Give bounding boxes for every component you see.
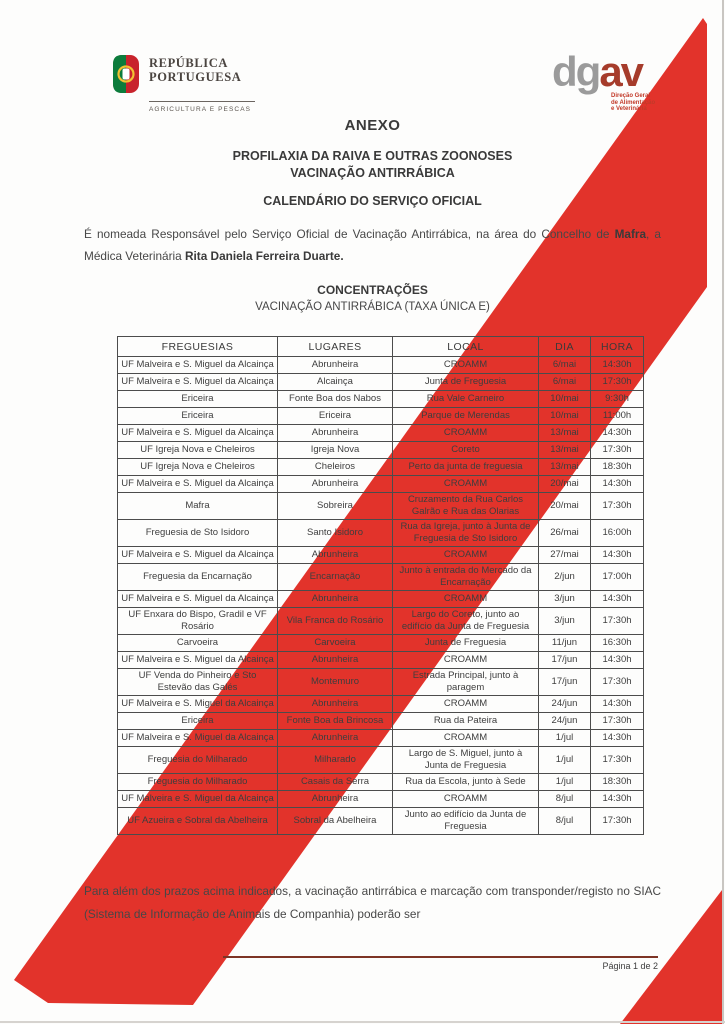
table-cell: Sobreira (278, 493, 393, 520)
table-cell: 17:30h (591, 713, 644, 730)
table-cell: Abrunheira (278, 696, 393, 713)
table-cell: 17:30h (591, 808, 644, 835)
table-row (118, 730, 644, 747)
table-cell: Abrunheira (278, 357, 393, 374)
table-cell: UF Malveira e S. Miguel da Alcainça (118, 357, 278, 374)
table-row (118, 391, 644, 408)
table-row (118, 713, 644, 730)
table-cell: 2/jun (539, 564, 591, 591)
table-cell: Carvoeira (278, 635, 393, 652)
table-cell: 17/jun (539, 652, 591, 669)
table-cell: Rua da Escola, junto à Sede (393, 774, 539, 791)
dgav-logo-subtitle (611, 93, 655, 113)
table-cell: Junto à entrada do Mercado da Encarnação (393, 564, 539, 591)
table-cell: Abrunheira (278, 730, 393, 747)
table-cell: Mafra (118, 493, 278, 520)
table-cell: 10/mai (539, 391, 591, 408)
dgav-sub-line1: Direção Geral (611, 93, 651, 99)
table-cell: 14:30h (591, 652, 644, 669)
table-cell: Montemuro (278, 669, 393, 696)
table-cell: 14:30h (591, 591, 644, 608)
table-row (118, 442, 644, 459)
table-cell: Perto da junta de freguesia (393, 459, 539, 476)
table-cell: 17:30h (591, 608, 644, 635)
intro-part1: É nomeada Responsável pelo Serviço Oficial de Vacinação Antirrábica, na área do Concelho de (84, 227, 615, 241)
table-row (118, 476, 644, 493)
table-cell: CROAMM (393, 357, 539, 374)
section-heading-concentracoes: CONCENTRAÇÕES (317, 283, 428, 297)
table-row (118, 774, 644, 791)
table-cell: Largo de S. Miguel, junto à Junta de Freguesia (393, 747, 539, 774)
table-row (118, 669, 644, 696)
gov-logo-line2: PORTUGUESA (149, 70, 242, 84)
table-cell: Rua da Pateira (393, 713, 539, 730)
table-row (118, 696, 644, 713)
table-cell: 17:30h (591, 493, 644, 520)
table-row (118, 564, 644, 591)
table-cell: Junta de Freguesia (393, 635, 539, 652)
table-cell: UF Venda do Pinheiro e Sto Estevão das Galés (118, 669, 278, 696)
column-header: LUGARES (278, 337, 393, 357)
title-prophylaxis: PROFILAXIA DA RAIVA E OUTRAS ZOONOSES (232, 149, 513, 163)
gov-logo-department: AGRICULTURA E PESCAS (149, 106, 252, 113)
table-cell: Rua Vale Carneiro (393, 391, 539, 408)
table-row (118, 459, 644, 476)
table-cell: Fonte Boa dos Nabos (278, 391, 393, 408)
table-cell: 13/mai (539, 442, 591, 459)
table-cell: 14:30h (591, 547, 644, 564)
table-row (118, 408, 644, 425)
page-number: Página 1 de 2 (602, 961, 658, 971)
table-cell: Ericeira (118, 713, 278, 730)
table-cell: 13/mai (539, 459, 591, 476)
table-cell: Junto ao edifício da Junta de Freguesia (393, 808, 539, 835)
table-row (118, 808, 644, 835)
table-cell: UF Malveira e S. Miguel da Alcainça (118, 730, 278, 747)
table-cell: UF Malveira e S. Miguel da Alcainça (118, 374, 278, 391)
table-cell: Abrunheira (278, 791, 393, 808)
annex-title: ANEXO (344, 117, 401, 134)
table-cell: 6/mai (539, 357, 591, 374)
table-cell: 20/mai (539, 476, 591, 493)
table-cell: Freguesia do Milharado (118, 774, 278, 791)
table-cell: Santo Isidoro (278, 520, 393, 547)
dgav-logo (552, 48, 664, 112)
gov-logo-divider (149, 101, 255, 102)
table-cell: Coreto (393, 442, 539, 459)
table-row (118, 747, 644, 774)
table-cell: Parque de Merendas (393, 408, 539, 425)
intro-bold-municipality: Mafra (614, 227, 647, 241)
table-cell: 10/mai (539, 408, 591, 425)
table-cell: 14:30h (591, 730, 644, 747)
table-cell: UF Azueira e Sobral da Abelheira (118, 808, 278, 835)
table-cell: 27/mai (539, 547, 591, 564)
table-row (118, 635, 644, 652)
table-row (118, 547, 644, 564)
table-cell: 20/mai (539, 493, 591, 520)
table-cell: Ericeira (118, 408, 278, 425)
table-cell: 26/mai (539, 520, 591, 547)
intro-paragraph (84, 223, 661, 267)
table-cell: UF Malveira e S. Miguel da Alcainça (118, 696, 278, 713)
table-cell: Estrada Principal, junto à paragem (393, 669, 539, 696)
table-cell: Junta de Freguesia (393, 374, 539, 391)
column-header: LOCAL (393, 337, 539, 357)
table-cell: 16:00h (591, 520, 644, 547)
footer-divider (223, 956, 658, 958)
table-row (118, 591, 644, 608)
table-cell: UF Malveira e S. Miguel da Alcainça (118, 476, 278, 493)
table-row (118, 493, 644, 520)
table-cell: Carvoeira (118, 635, 278, 652)
table-cell: Rua da Igreja, junto à Junta de Freguesia de Sto Isidoro (393, 520, 539, 547)
table-row (118, 425, 644, 442)
table-cell: 1/jul (539, 730, 591, 747)
column-header: DIA (539, 337, 591, 357)
gov-logo-text (149, 54, 241, 84)
column-header: FREGUESIAS (118, 337, 278, 357)
schedule-table-container (117, 336, 644, 835)
table-cell: 24/jun (539, 696, 591, 713)
dgav-logo-gray-part: dg (552, 48, 600, 95)
table-cell: Encarnação (278, 564, 393, 591)
table-cell: 3/jun (539, 608, 591, 635)
scan-edge-right (722, 0, 724, 1024)
dgav-logo-red-part: av (599, 48, 643, 95)
table-row (118, 374, 644, 391)
table-cell: CROAMM (393, 696, 539, 713)
table-cell: 14:30h (591, 357, 644, 374)
table-cell: 14:30h (591, 696, 644, 713)
table-cell: 14:30h (591, 791, 644, 808)
table-cell: UF Igreja Nova e Cheleiros (118, 459, 278, 476)
table-cell: Abrunheira (278, 476, 393, 493)
title-calendar: CALENDÁRIO DO SERVIÇO OFICIAL (263, 194, 482, 208)
table-cell: Freguesia da Encarnação (118, 564, 278, 591)
table-row (118, 791, 644, 808)
table-cell: CROAMM (393, 476, 539, 493)
table-cell: Fonte Boa da Brincosa (278, 713, 393, 730)
table-cell: Freguesia de Sto Isidoro (118, 520, 278, 547)
dgav-sub-line2: de Alimentação (611, 99, 656, 106)
table-cell: 3/jun (539, 591, 591, 608)
table-cell: Abrunheira (278, 591, 393, 608)
table-cell: 14:30h (591, 476, 644, 493)
table-cell: 16:30h (591, 635, 644, 652)
table-cell: Casais da Serra (278, 774, 393, 791)
table-cell: 8/jul (539, 808, 591, 835)
table-cell: Cruzamento da Rua Carlos Galrão e Rua das Olarias (393, 493, 539, 520)
table-cell: UF Igreja Nova e Cheleiros (118, 442, 278, 459)
footnote-paragraph: Para além dos prazos acima indicados, a vacinação antirrábica e marcação com transponder/registo no SIAC (Sistema de Informação de Animais de Companhia) poderão ser (84, 884, 661, 921)
table-cell: 17:30h (591, 442, 644, 459)
intro-part2: , a Médica Veterinária (84, 227, 661, 263)
table-cell: UF Enxara do Bispo, Gradil e VF Rosário (118, 608, 278, 635)
dgav-sub-line3: e Veterinária (611, 106, 647, 112)
table-cell: Milharado (278, 747, 393, 774)
table-cell: CROAMM (393, 425, 539, 442)
table-cell: Freguesia do Milharado (118, 747, 278, 774)
table-cell: CROAMM (393, 591, 539, 608)
table-cell: CROAMM (393, 652, 539, 669)
table-cell: UF Malveira e S. Miguel da Alcainça (118, 425, 278, 442)
table-cell: 17:00h (591, 564, 644, 591)
table-cell: Ericeira (278, 408, 393, 425)
table-cell: 1/jul (539, 747, 591, 774)
table-cell: Largo do Coreto, junto ao edifício da Junta de Freguesia (393, 608, 539, 635)
vaccination-schedule-table (117, 336, 644, 835)
table-cell: UF Malveira e S. Miguel da Alcainça (118, 791, 278, 808)
table-cell: 13/mai (539, 425, 591, 442)
table-cell: Sobral da Abelheira (278, 808, 393, 835)
table-cell: 11/jun (539, 635, 591, 652)
table-cell: UF Malveira e S. Miguel da Alcainça (118, 591, 278, 608)
table-cell: 17:30h (591, 747, 644, 774)
table-row (118, 520, 644, 547)
column-header: HORA (591, 337, 644, 357)
table-row (118, 608, 644, 635)
table-cell: 24/jun (539, 713, 591, 730)
table-cell: 9:30h (591, 391, 644, 408)
table-row (118, 652, 644, 669)
table-cell: 14:30h (591, 425, 644, 442)
coat-of-arms-icon (112, 54, 140, 94)
table-cell: 18:30h (591, 774, 644, 791)
table-cell: 6/mai (539, 374, 591, 391)
table-cell: CROAMM (393, 791, 539, 808)
gov-logo-line1: REPÚBLICA (149, 56, 229, 70)
table-cell: Ericeira (118, 391, 278, 408)
table-cell: 18:30h (591, 459, 644, 476)
scan-edge-bottom (0, 1021, 725, 1023)
table-cell: Igreja Nova (278, 442, 393, 459)
republica-portuguesa-logo (112, 54, 272, 113)
table-cell: CROAMM (393, 730, 539, 747)
intro-bold-veterinarian: Rita Daniela Ferreira Duarte. (184, 249, 344, 263)
table-header-row (118, 337, 644, 357)
table-cell: 1/jul (539, 774, 591, 791)
table-cell: 8/jul (539, 791, 591, 808)
table-cell: 11:00h (591, 408, 644, 425)
table-cell: 17:30h (591, 374, 644, 391)
table-cell: 17:30h (591, 669, 644, 696)
table-cell: Alcainça (278, 374, 393, 391)
table-row (118, 357, 644, 374)
table-cell: UF Malveira e S. Miguel da Alcainça (118, 652, 278, 669)
table-cell: Abrunheira (278, 425, 393, 442)
table-cell: 17/jun (539, 669, 591, 696)
table-cell: Vila Franca do Rosário (278, 608, 393, 635)
title-vaccination: VACINAÇÃO ANTIRRÁBICA (290, 166, 455, 180)
table-cell: Abrunheira (278, 547, 393, 564)
table-cell: Cheleiros (278, 459, 393, 476)
table-cell: CROAMM (393, 547, 539, 564)
section-subheading-taxa: VACINAÇÃO ANTIRRÁBICA (TAXA ÚNICA E) (255, 301, 490, 313)
table-cell: UF Malveira e S. Miguel da Alcainça (118, 547, 278, 564)
table-cell: Abrunheira (278, 652, 393, 669)
